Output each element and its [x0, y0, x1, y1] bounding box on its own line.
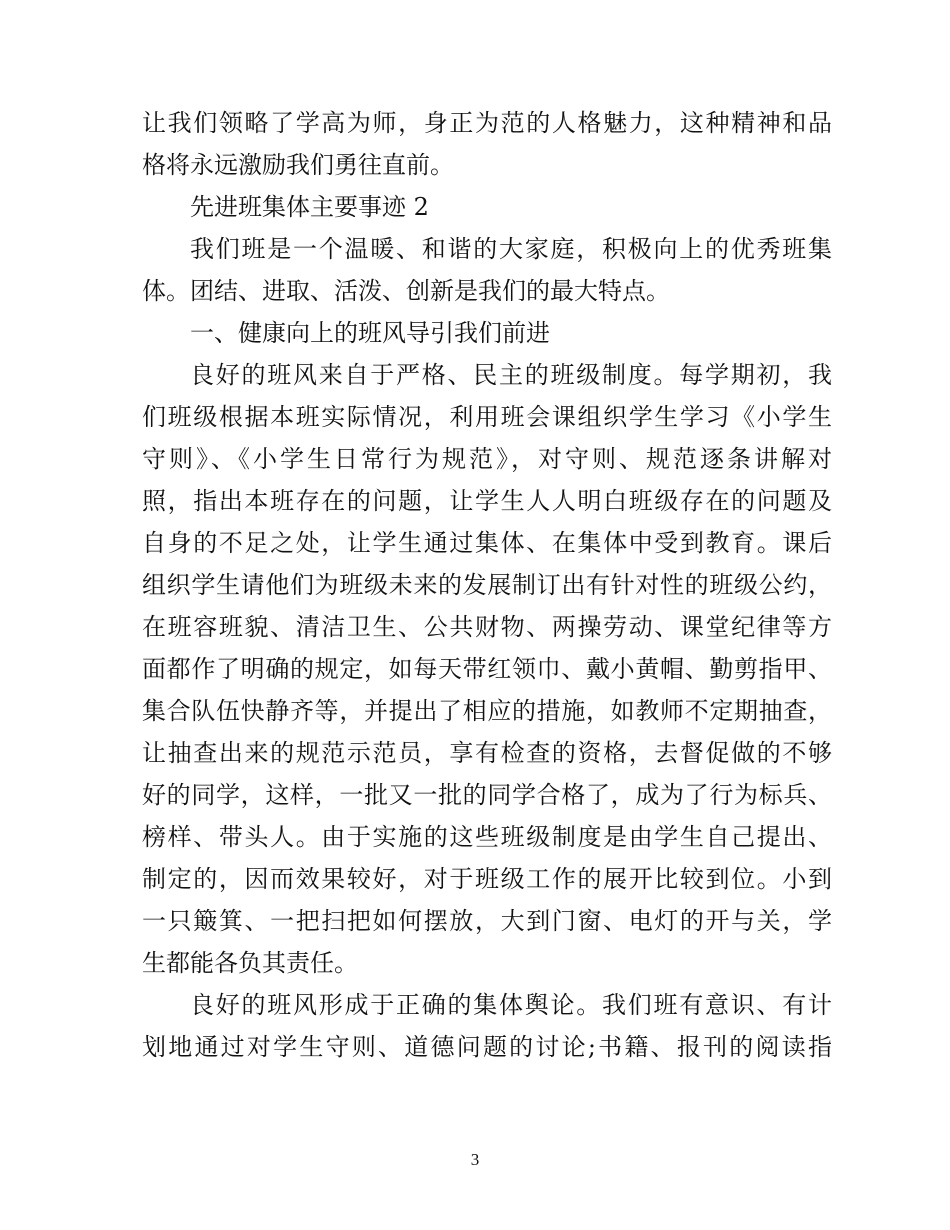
text-line: 一、健康向上的班风导引我们前进: [190, 319, 550, 347]
text-line: 让我们领略了学高为师，身正为范的人格魅力，这种精神和品: [142, 109, 832, 137]
text-line: 一只簸箕、一把扫把如何摆放，大到门窗、电灯的开与关，学: [142, 907, 832, 935]
text-line: 划地通过对学生守则、道德问题的讨论;书籍、报刊的阅读指: [142, 1033, 832, 1061]
text-line: 们班级根据本班实际情况，利用班会课组织学生学习《小学生: [142, 403, 832, 431]
text-line: 集合队伍快静齐等，并提出了相应的措施，如教师不定期抽查，: [142, 697, 832, 725]
text-line: 格将永远激励我们勇往直前。: [142, 151, 454, 179]
text-line: 良好的班风形成于正确的集体舆论。我们班有意识、有计: [190, 991, 832, 1019]
text-line: 自身的不足之处，让学生通过集体、在集体中受到教育。课后: [142, 529, 832, 557]
text-line: 制定的，因而效果较好，对于班级工作的展开比较到位。小到: [142, 865, 832, 893]
text-line: 面都作了明确的规定，如每天带红领巾、戴小黄帽、勤剪指甲、: [142, 655, 832, 683]
text-line: 体。团结、进取、活泼、创新是我们的最大特点。: [142, 277, 670, 305]
text-line: 照，指出本班存在的问题，让学生人人明白班级存在的问题及: [142, 487, 832, 515]
text-line: 好的同学，这样，一批又一批的同学合格了，成为了行为标兵、: [142, 781, 832, 809]
text-line: 生都能各负其责任。: [142, 949, 358, 977]
page-number: 3: [470, 1150, 480, 1169]
text-line: 组织学生请他们为班级未来的发展制订出有针对性的班级公约，: [142, 571, 832, 599]
text-line: 先进班集体主要事迹 2: [190, 193, 429, 221]
text-line: 良好的班风来自于严格、民主的班级制度。每学期初，我: [190, 361, 832, 389]
text-line: 在班容班貌、清洁卫生、公共财物、两操劳动、课堂纪律等方: [142, 613, 832, 641]
text-line: 榜样、带头人。由于实施的这些班级制度是由学生自己提出、: [142, 823, 832, 851]
text-line: 让抽查出来的规范示范员，享有检查的资格，去督促做的不够: [142, 739, 832, 767]
text-line: 我们班是一个温暖、和谐的大家庭，积极向上的优秀班集: [190, 235, 832, 263]
body-text: [142, 102, 832, 1068]
text-line: 守则》、《小学生日常行为规范》，对守则、规范逐条讲解对: [142, 445, 832, 473]
